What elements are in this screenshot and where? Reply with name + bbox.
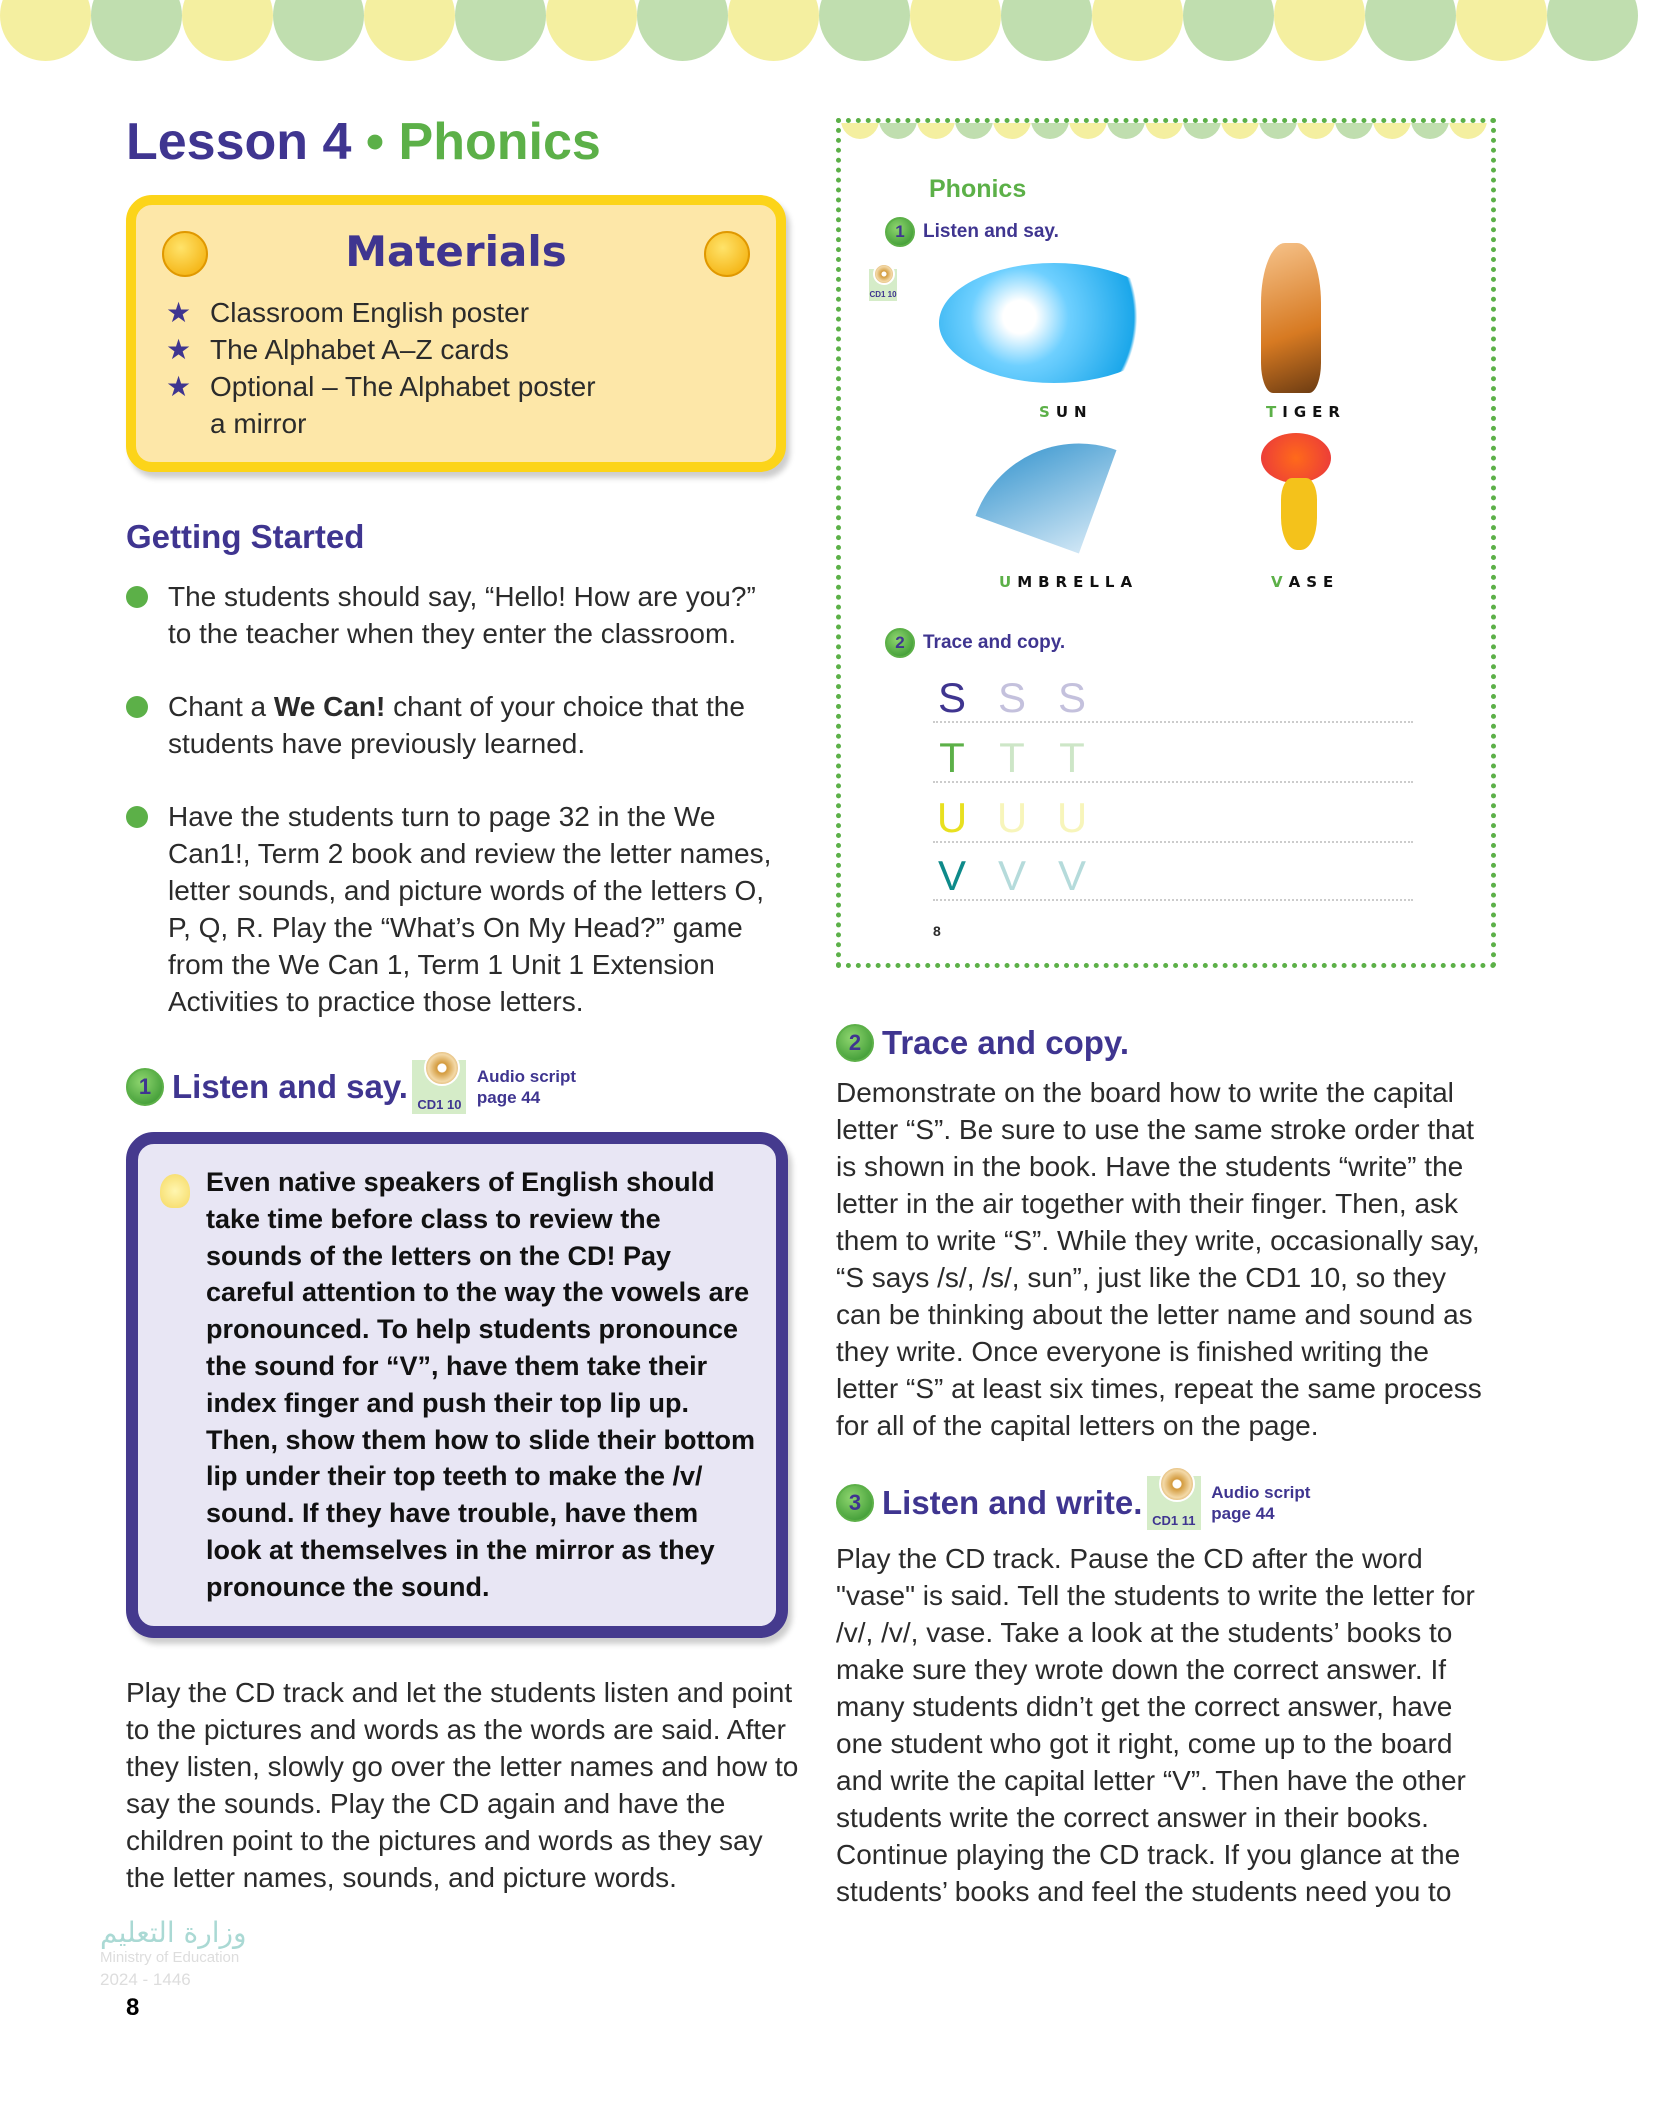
trace-letter: V [1117, 852, 1146, 899]
top-scallop-border [0, 0, 1654, 61]
scallop [879, 118, 917, 139]
step-number-badge: 1 [885, 217, 915, 247]
audio-script-ref [1211, 1482, 1310, 1524]
scallop [955, 118, 993, 139]
trace-letter: T [1059, 734, 1085, 781]
lesson-number: Lesson 4 [126, 113, 352, 171]
page-title [126, 112, 601, 172]
scallop [993, 118, 1031, 139]
student-book-preview [836, 118, 1496, 968]
star-icon: ★ [166, 334, 192, 365]
list-item [126, 578, 786, 652]
scallop [841, 118, 879, 139]
panel-page-number: 8 [933, 923, 941, 939]
trace-letter: U [996, 794, 1028, 841]
section-heading: Listen and say. [172, 1068, 408, 1105]
section-heading: Trace and copy. [882, 1024, 1129, 1061]
scallop [1547, 0, 1638, 61]
step-number-badge: 3 [836, 1484, 874, 1522]
bullet-icon [126, 806, 148, 828]
step-number-badge: 2 [885, 628, 915, 658]
scallop [1411, 118, 1449, 139]
trace-letter: U [1056, 794, 1088, 841]
scallop [728, 0, 819, 61]
scallop [1449, 118, 1487, 139]
scallop [182, 0, 273, 61]
scallop [91, 0, 182, 61]
scallop [1365, 0, 1456, 61]
logo-arabic: وزارة التعليم [100, 1915, 247, 1949]
text: chant of your choice that the students have previously learned. [168, 691, 745, 759]
materials-item-text: Optional – The Alphabet poster [210, 371, 596, 402]
scallop [1183, 0, 1274, 61]
trace-letter: S [1177, 674, 1206, 721]
listen-write-paragraph: Play the CD track. Pause the CD after the word "vase" is said. Tell the students to write the letter for /v/, /v/, vase. Take a look at the students’ books to make sure they wrote down the correct answer. If many students didn’t get the correct answer, have one student who got it right, come up to the board and write the capital letter “V”. Then have the other students write the correct answer in their books. Continue playing the CD track. If you glance at the students’ books and feel the students need you to [836, 1543, 1475, 1907]
scallop [1031, 118, 1069, 139]
scallop [546, 0, 637, 61]
trace-row-t [933, 733, 1413, 783]
scallop [910, 0, 1001, 61]
star-icon: ★ [166, 297, 192, 328]
logo-english: Ministry of Education [100, 1948, 240, 1966]
trace-row-u [933, 793, 1413, 843]
trace-letter: T [1179, 734, 1205, 781]
materials-box [126, 195, 786, 472]
sun-picture [939, 263, 1169, 383]
bullet-icon [126, 696, 148, 718]
materials-item [166, 294, 746, 331]
word-tiger: TIGER [1266, 403, 1346, 421]
listen-say-heading [126, 1060, 576, 1114]
logo-year: 2024 - 1446 [100, 1969, 191, 1989]
trace-letter: U [1176, 794, 1208, 841]
step-number-badge: 1 [126, 1068, 164, 1106]
trace-letter: U [936, 794, 968, 841]
section-heading: Listen and write. [882, 1484, 1143, 1521]
cd-icon [1147, 1476, 1201, 1530]
listen-write-heading [836, 1476, 1496, 1530]
scallop [364, 0, 455, 61]
scallop [455, 0, 546, 61]
audio-line: page 44 [1211, 1504, 1275, 1523]
scallop [0, 0, 91, 61]
tip-text: Even native speakers of English should take time before class to review the sounds of the letters on the CD! Pay careful attention to the way the vowels are pronounced. To help students pronounce the sound for “V”, have them take their index finger and push their top lip up. Then, show them how to slide their bottom lip under their top teeth to make the /v/ sound. If they have trouble, have them look at themselves in the mirror as they pronounce the sound. [206, 1167, 755, 1602]
trace-letter: U [1116, 794, 1148, 841]
trace-letter: V [1177, 852, 1206, 899]
list-item [126, 798, 786, 1020]
materials-item [166, 368, 746, 405]
scallop [1183, 118, 1221, 139]
coin-icon [704, 231, 750, 277]
coin-icon [162, 231, 208, 277]
scallop [1259, 118, 1297, 139]
scallop [917, 118, 955, 139]
lesson-topic: Phonics [398, 113, 601, 171]
scallop [1001, 0, 1092, 61]
trace-row-v [933, 851, 1413, 901]
step-number-badge: 2 [836, 1024, 874, 1062]
cd-label: CD1 10 [869, 290, 897, 299]
star-icon: ★ [166, 371, 192, 402]
scallop [819, 0, 910, 61]
trace-letter: T [939, 734, 965, 781]
list-item-text: Have the students turn to page 32 in the We Can1!, Term 2 book and review the letter names, letter sounds, and picture words of the letters O, P, Q, R. Play the “What’s On My Head?” game from the We Can 1, Term 1 Unit 1 Extension Activities to practice those letters. [168, 801, 772, 1017]
left-column-lower [100, 1132, 806, 2022]
audio-line: Audio script [1211, 1483, 1311, 1502]
word-sun: SUN [1039, 403, 1093, 421]
scallop [1145, 118, 1183, 139]
tiger-picture [1261, 243, 1321, 393]
trace-letter: V [1057, 852, 1086, 899]
audio-script-ref [477, 1066, 576, 1108]
list-item [126, 688, 786, 762]
scallop [1456, 0, 1547, 61]
title-separator: • [365, 113, 385, 171]
trace-letter: S [937, 674, 966, 721]
exercise-title: Listen and say. [923, 221, 1059, 243]
bold-text: We Can! [273, 691, 386, 722]
trace-letter: S [997, 674, 1026, 721]
word-umbrella: UMBRELLA [999, 573, 1139, 591]
materials-heading: Materials [345, 227, 567, 276]
trace-letter: S [1117, 674, 1146, 721]
scallop [1297, 118, 1335, 139]
trace-paragraph: Demonstrate on the board how to write the capital letter “S”. Be sure to use the same stroke order that is shown in the book. Have the students “write” the letter in the air together with their finger. Then, ask them to write “S”. While they write, occasionally say, “S says /s/, /s/, sun”, just like the CD1 10, so they can be thinking about the letter name and sound as they write. Once everyone is finished writing the letter “S” at least six times, repeat the same process for all of the capital letters on the page. [836, 1077, 1482, 1441]
scallop [1107, 118, 1145, 139]
list-item-text: The students should say, “Hello! How are you?” to the teacher when they enter the classroom. [168, 581, 756, 649]
scallop [1092, 0, 1183, 61]
materials-item-text: The Alphabet A–Z cards [210, 334, 509, 365]
materials-item [166, 405, 746, 442]
trace-letter: V [937, 852, 966, 899]
materials-list [166, 294, 746, 442]
trace-row-s [933, 673, 1413, 723]
scallop [1274, 0, 1365, 61]
umbrella-picture [976, 413, 1117, 554]
materials-item-text: Classroom English poster [210, 297, 530, 328]
cd-label: CD1 10 [417, 1097, 462, 1112]
page-number: 8 [126, 1993, 140, 2021]
exercise-title: Trace and copy. [923, 632, 1066, 654]
getting-started-heading: Getting Started [126, 518, 365, 555]
getting-started-list [126, 578, 786, 1056]
right-column-lower [836, 1024, 1496, 1910]
scallop [273, 0, 364, 61]
panel-heading: Phonics [929, 175, 1027, 203]
cd-icon [869, 269, 897, 301]
vase-flowers-picture [1261, 433, 1331, 483]
trace-letter: V [997, 852, 1026, 899]
materials-item-text: a mirror [210, 408, 307, 439]
ministry-logo [100, 1916, 806, 1990]
audio-line: page 44 [476, 1088, 541, 1107]
list-item-text [168, 688, 786, 762]
trace-letter: S [1057, 674, 1086, 721]
vase-picture [1281, 478, 1317, 550]
cd-label: CD1 11 [1152, 1513, 1196, 1528]
scallop [1335, 118, 1373, 139]
trace-letter: T [1119, 734, 1145, 781]
scallop [637, 0, 728, 61]
audio-line: Audio script [476, 1067, 577, 1086]
trace-heading [836, 1024, 1496, 1062]
materials-item [166, 331, 746, 368]
bullet-icon [126, 586, 148, 608]
listen-say-paragraph: Play the CD track and let the students listen and point to the pictures and words as the words are said. After they listen, slowly go over the letter names and how to say the sounds. Play the CD again and have the children point to the pictures and words as they say the letter names, sounds, and picture words. [126, 1676, 799, 1893]
word-vase: VASE [1271, 573, 1340, 591]
cd-icon [412, 1060, 466, 1114]
scallop [1069, 118, 1107, 139]
text: Chant a [168, 691, 274, 722]
trace-letter: T [999, 734, 1025, 781]
teacher-tip-box [126, 1132, 788, 1638]
lightbulb-icon [160, 1174, 190, 1208]
scallop [1221, 118, 1259, 139]
panel-scallop-border [841, 118, 1487, 139]
scallop [1373, 118, 1411, 139]
